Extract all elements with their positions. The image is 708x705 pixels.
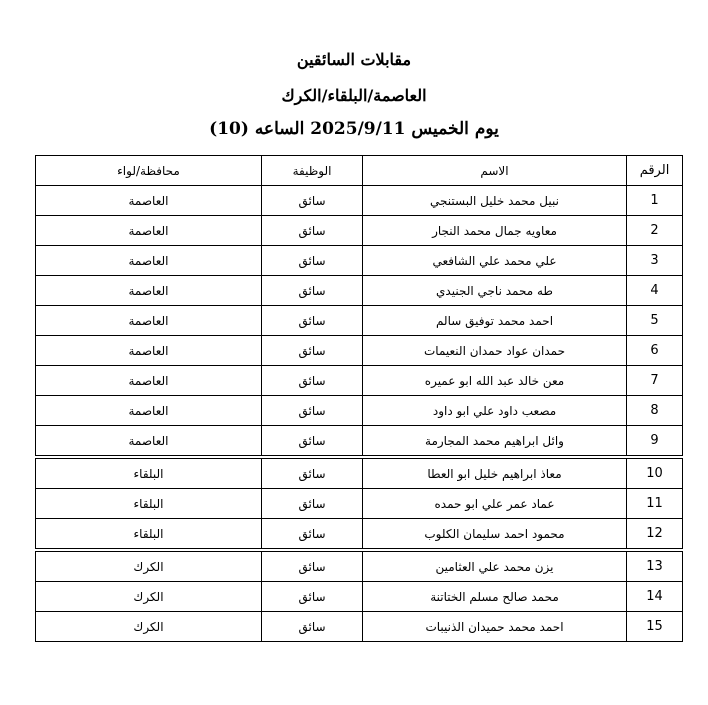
cell-name: عماد عمر علي ابو حمده [363,489,627,519]
cell-governorate: البلقاء [36,457,262,489]
cell-governorate: العاصمة [36,246,262,276]
cell-name: علي محمد علي الشافعي [363,246,627,276]
cell-name: معاذ ابراهيم خليل ابو العطا [363,457,627,489]
cell-name: يزن محمد علي العثامين [363,550,627,582]
cell-number: 2 [627,216,683,246]
table-row [36,276,683,306]
cell-governorate: العاصمة [36,396,262,426]
cell-governorate: الكرك [36,612,262,642]
header-job: الوظيفة [262,156,363,186]
cell-number: 14 [627,582,683,612]
cell-job: سائق [262,489,363,519]
cell-job: سائق [262,612,363,642]
cell-job: سائق [262,519,363,551]
table-row [36,186,683,216]
cell-number: 12 [627,519,683,551]
table-row [36,612,683,642]
cell-name: طه محمد ناجي الجنيدي [363,276,627,306]
table-row [36,519,683,551]
table-row [36,426,683,458]
cell-name: احمد محمد توفيق سالم [363,306,627,336]
table-body [36,186,683,642]
cell-number: 11 [627,489,683,519]
table-row [36,306,683,336]
cell-number: 5 [627,306,683,336]
cell-governorate: العاصمة [36,186,262,216]
header-governorate: محافظة/لواء [36,156,262,186]
cell-name: مصعب داود علي ابو داود [363,396,627,426]
cell-governorate: البلقاء [36,489,262,519]
cell-number: 10 [627,457,683,489]
cell-name: معاويه جمال محمد النجار [363,216,627,246]
cell-number: 1 [627,186,683,216]
cell-job: سائق [262,246,363,276]
table-row [36,396,683,426]
cell-number: 3 [627,246,683,276]
table-row [36,216,683,246]
cell-job: سائق [262,306,363,336]
cell-job: سائق [262,186,363,216]
cell-name: وائل ابراهيم محمد المجارمة [363,426,627,458]
interview-table [35,155,683,642]
cell-governorate: العاصمة [36,426,262,458]
cell-name: حمدان عواد حمدان النعيمات [363,336,627,366]
cell-governorate: البلقاء [36,519,262,551]
cell-job: سائق [262,426,363,458]
cell-number: 6 [627,336,683,366]
table-header-row [36,156,683,186]
cell-name: محمد صالح مسلم الختاتنة [363,582,627,612]
cell-governorate: العاصمة [36,276,262,306]
cell-governorate: العاصمة [36,366,262,396]
title-interviews: مقابلات السائقين [296,50,412,69]
cell-name: احمد محمد حميدان الذنيبات [363,612,627,642]
title-governorates: العاصمة/البلقاء/الكرك [281,86,427,105]
cell-number: 15 [627,612,683,642]
table-row [36,550,683,582]
title-date-time: يوم الخميس 2025/9/11 الساعه (10) [209,119,499,139]
cell-governorate: الكرك [36,582,262,612]
table-row [36,582,683,612]
cell-job: سائق [262,276,363,306]
table-row [36,489,683,519]
cell-number: 9 [627,426,683,458]
cell-job: سائق [262,550,363,582]
cell-number: 4 [627,276,683,306]
table-row [36,366,683,396]
cell-name: محمود احمد سليمان الكلوب [363,519,627,551]
header-number: الرقم [627,156,683,186]
cell-name: نبيل محمد خليل البستنجي [363,186,627,216]
table-row [36,336,683,366]
cell-governorate: العاصمة [36,216,262,246]
cell-job: سائق [262,582,363,612]
header-name: الاسم [363,156,627,186]
cell-governorate: الكرك [36,550,262,582]
cell-number: 7 [627,366,683,396]
cell-job: سائق [262,457,363,489]
cell-job: سائق [262,396,363,426]
cell-job: سائق [262,216,363,246]
table-row [36,457,683,489]
cell-number: 8 [627,396,683,426]
table-row [36,246,683,276]
cell-name: معن خالد عبد الله ابو عميره [363,366,627,396]
cell-governorate: العاصمة [36,336,262,366]
cell-number: 13 [627,550,683,582]
cell-job: سائق [262,336,363,366]
cell-governorate: العاصمة [36,306,262,336]
cell-job: سائق [262,366,363,396]
